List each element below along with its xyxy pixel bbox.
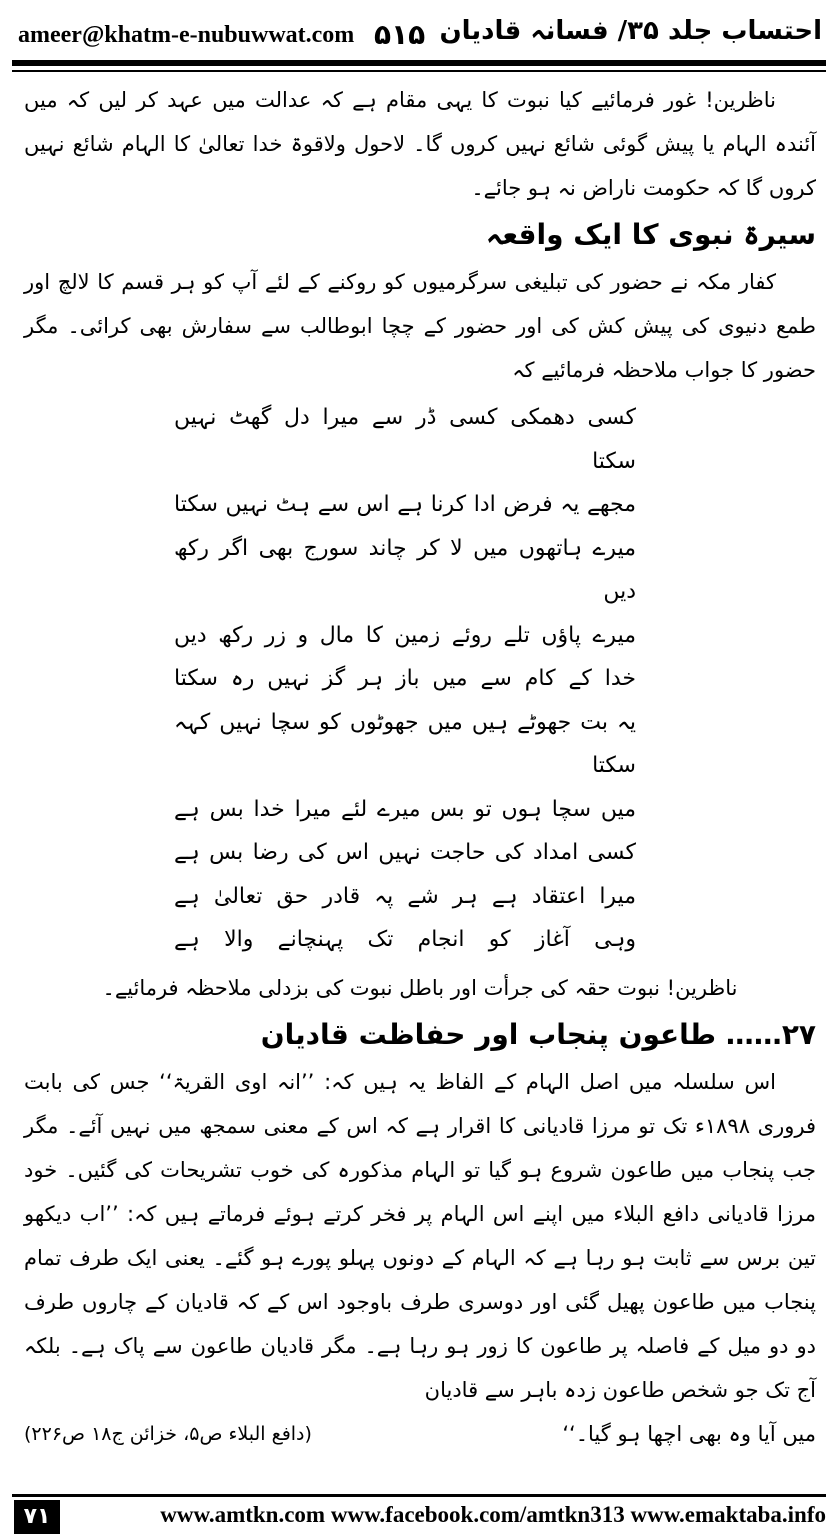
- paragraph-1: ناظرین! غور فرمائیے کیا نبوت کا یہی مقام ہے کہ عدالت میں عہد کر لیں کہ میں آئندہ الہام یا پیش گوئی شائع نہیں کروں گا۔ لاحول ولاقوۃ خدا تعالیٰ کا الہام شائع نہیں کروں گا کہ حکومت ناراض نہ ہو جائے۔: [24, 88, 816, 200]
- poem-verse: میرے پاؤں تلے روئے زمین کا مال و زر رکھ دیں: [174, 622, 636, 648]
- section-heading-taun: ۲۷…… طاعون پنجاب اور حفاظت قادیان: [260, 1017, 816, 1051]
- reference-citation: (دافع البلاء ص۵، خزائن ج۱۸ ص۲۲۶): [24, 1422, 312, 1445]
- paragraph-3-last-line: [24, 1412, 816, 1456]
- footer-urls: www.amtkn.com www.facebook.com/amtkn313 www.emaktaba.info: [160, 1502, 826, 1527]
- poem-verse: یہ بت جھوٹے ہیں میں جھوٹوں کو سچا نہیں کہہ سکتا: [174, 709, 636, 778]
- poem-verse: کسی دھمکی کسی ڈر سے میرا دل گھٹ نہیں سکتا: [174, 405, 636, 474]
- poem-verse: میں سچا ہوں تو بس میرے لئے میرا خدا بس ہے: [174, 796, 636, 822]
- header-email: ameer@khatm-e-nubuwwat.com: [18, 22, 355, 48]
- page-body: [24, 78, 816, 1456]
- poem: [174, 396, 636, 962]
- header-rule-thin: [12, 70, 826, 72]
- closing-line: ناظرین! نبوت حقہ کی جرأت اور باطل نبوت کی بزدلی ملاحظہ فرمائیے۔: [102, 975, 738, 1000]
- header-book-title: احتساب جلد ۳۵/ فسانہ قادیان: [439, 16, 822, 46]
- poem-verse: میرے ہاتھوں میں لا کر چاند سورج بھی اگر رکھ دیں: [174, 535, 636, 604]
- paragraph-3-ending: میں آیا وہ بھی اچھا ہو گیا۔‘‘: [562, 1421, 816, 1446]
- paragraph-2: کفار مکہ نے حضور کی تبلیغی سرگرمیوں کو روکنے کے لئے آپ کو ہر قسم کا لالچ اور طمع دنیوی کی پیش کش کی اور حضور کے چچا ابوطالب سے سفارش بھی کرائی۔ مگر حضور کا جواب ملاحظہ فرمائیے کہ: [24, 270, 816, 382]
- poem-verse: میرا اعتقاد ہے ہر شے پہ قادر حق تعالیٰ ہے: [174, 883, 636, 909]
- poem-verse: وہی آغاز کو انجام تک پہنچانے والا ہے: [174, 927, 636, 952]
- poem-verse: خدا کے کام سے میں باز ہر گز نہیں رہ سکتا: [174, 666, 636, 691]
- poem-verse: مجھے یہ فرض ادا کرنا ہے اس سے ہٹ نہیں سکتا: [174, 492, 636, 517]
- footer-page-number: ۷۱: [14, 1500, 60, 1534]
- header-rule-thick: [12, 60, 826, 66]
- paragraph-3: اس سلسلہ میں اصل الہام کے الفاظ یہ ہیں کہ: ’’انہ اوی القریۃ‘‘ جس کی بابت فروری ۱۸۹۸ء تک تو مرزا قادیانی کا اقرار ہے کہ اس کے معنی سمجھ میں نہیں آئے۔ مگر جب پنجاب میں طاعون شروع ہو گیا تو الہام مذکورہ کی خوب تشریحات کی گئیں۔ خود مرزا قادیانی دافع البلاء میں اپنے اس الہام پر فخر کرتے ہوئے فرماتے ہیں کہ: ’’اب دیکھو تین برس سے ثابت ہو رہا ہے کہ الہام کے دونوں پہلو پورے ہو گئے۔ یعنی ایک طرف تمام پنجاب میں طاعون پھیل گئی اور دوسری طرف باوجود اس کے کہ قادیان کے چاروں طرف دو دو میل کے فاصلہ پر طاعون کا زور ہو رہا ہے۔ مگر قادیان طاعون سے پاک ہے۔ بلکہ آج تک جو شخص طاعون زدہ باہر سے قادیان: [24, 1069, 816, 1402]
- page-header: [12, 14, 826, 58]
- section-heading-seerat: سیرۃ نبوی کا ایک واقعہ: [485, 218, 816, 251]
- page-footer: [12, 1500, 826, 1534]
- poem-verse: کسی امداد کی حاجت نہیں اس کی رضا بس ہے: [174, 840, 636, 865]
- footer-rule: [12, 1494, 826, 1497]
- header-page-number: ۵۱۵: [374, 18, 426, 51]
